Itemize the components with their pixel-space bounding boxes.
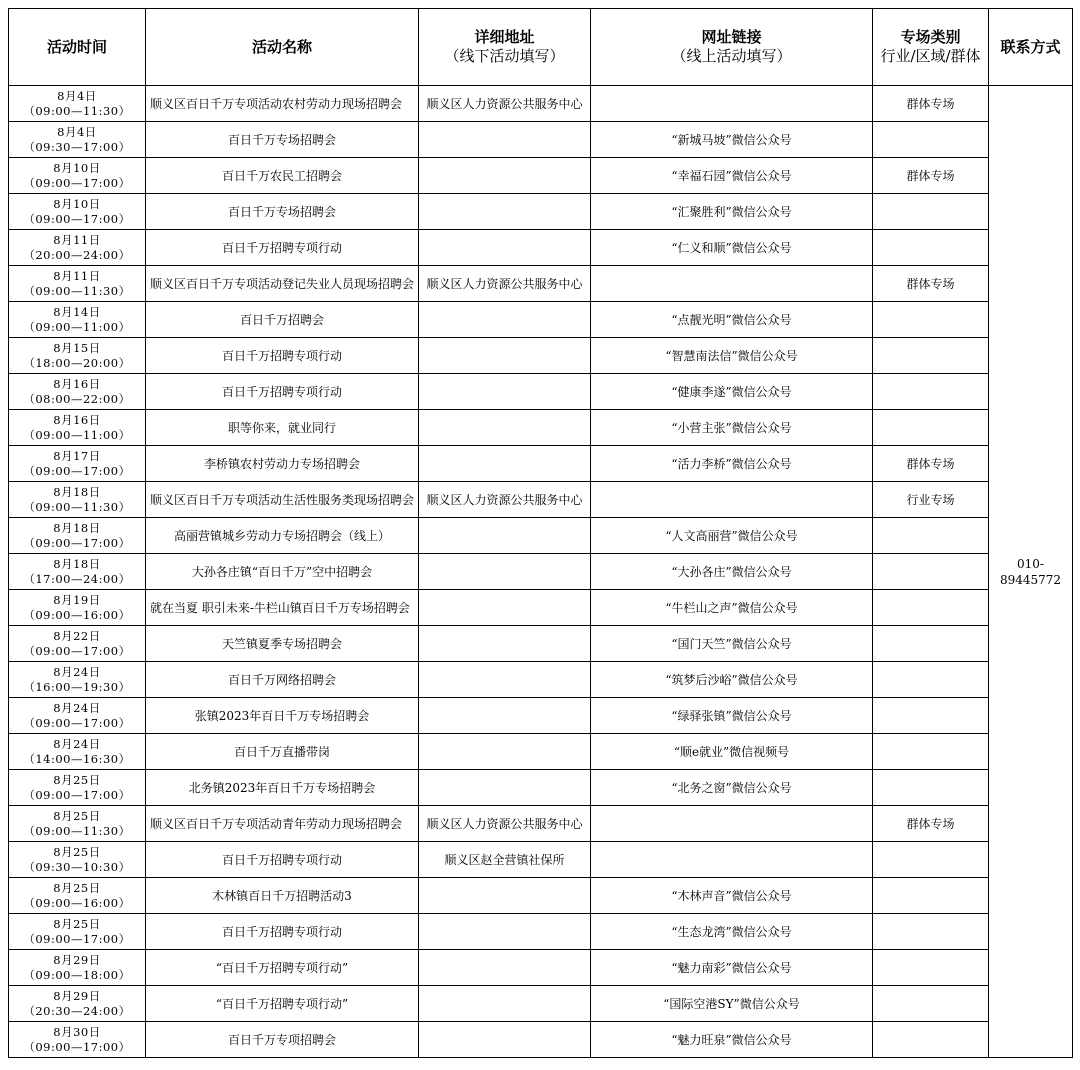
cell-date-text: 8月4日 — [57, 124, 97, 139]
table-row — [9, 914, 1073, 950]
cell-address — [419, 698, 591, 734]
cell-url: “健康李遂”微信公众号 — [591, 374, 873, 410]
cell-time-range: （09:00—16:00） — [23, 895, 131, 910]
cell-activity-name: “百日千万招聘专项行动” — [146, 986, 419, 1022]
header-time: 活动时间 — [9, 9, 146, 86]
table-row — [9, 338, 1073, 374]
cell-address — [419, 554, 591, 590]
cell-activity-name: 百日千万招聘专项行动 — [146, 914, 419, 950]
cell-time-range: （14:00—16:30） — [23, 751, 131, 766]
table-row — [9, 626, 1073, 662]
cell-date-text: 8月29日 — [53, 952, 101, 967]
cell-address — [419, 518, 591, 554]
cell-category — [873, 1022, 989, 1058]
table-row — [9, 194, 1073, 230]
cell-time — [9, 842, 146, 878]
cell-activity-name: 百日千万农民工招聘会 — [146, 158, 419, 194]
cell-category — [873, 194, 989, 230]
cell-url: “智慧南法信”微信公众号 — [591, 338, 873, 374]
table-row — [9, 806, 1073, 842]
cell-date-text: 8月4日 — [57, 88, 97, 103]
cell-address — [419, 626, 591, 662]
cell-category: 群体专场 — [873, 158, 989, 194]
cell-activity-name: 北务镇2023年百日千万专场招聘会 — [146, 770, 419, 806]
cell-date-text: 8月25日 — [53, 808, 101, 823]
cell-address — [419, 374, 591, 410]
cell-time-range: （09:00—17:00） — [23, 463, 131, 478]
cell-url — [591, 842, 873, 878]
cell-time — [9, 950, 146, 986]
table-row — [9, 662, 1073, 698]
cell-date-text: 8月18日 — [53, 520, 101, 535]
cell-date-text: 8月24日 — [53, 700, 101, 715]
table-row — [9, 482, 1073, 518]
cell-address — [419, 122, 591, 158]
cell-time-range: （09:00—17:00） — [23, 535, 131, 550]
header-address: 详细地址 （线下活动填写） — [419, 9, 591, 86]
cell-activity-name: 百日千万专项招聘会 — [146, 1022, 419, 1058]
cell-time — [9, 878, 146, 914]
contact-line-2: 89445772 — [999, 572, 1062, 587]
cell-time-range: （16:00—19:30） — [23, 679, 131, 694]
cell-time-range: （09:00—11:00） — [23, 319, 131, 334]
cell-category — [873, 410, 989, 446]
cell-time-range: （09:30—17:00） — [23, 139, 131, 154]
header-category: 专场类别 行业/区域/群体 — [873, 9, 989, 86]
cell-date-text: 8月24日 — [53, 736, 101, 751]
cell-category — [873, 554, 989, 590]
cell-activity-name: 顺义区百日千万专项活动登记失业人员现场招聘会 — [146, 266, 419, 302]
contact-line-1: 010- — [1017, 556, 1044, 571]
cell-category — [873, 518, 989, 554]
cell-activity-name: 百日千万招聘专项行动 — [146, 230, 419, 266]
table-row — [9, 446, 1073, 482]
cell-time — [9, 590, 146, 626]
cell-time-range: （20:30—24:00） — [23, 1003, 131, 1018]
cell-url — [591, 86, 873, 122]
cell-time-range: （09:00—11:00） — [23, 427, 131, 442]
cell-url: “木林声音”微信公众号 — [591, 878, 873, 914]
cell-activity-name: 大孙各庄镇“百日千万”空中招聘会 — [146, 554, 419, 590]
cell-address — [419, 194, 591, 230]
cell-category — [873, 122, 989, 158]
cell-activity-name: 百日千万招聘专项行动 — [146, 842, 419, 878]
cell-time — [9, 914, 146, 950]
cell-address — [419, 878, 591, 914]
cell-date-text: 8月25日 — [53, 844, 101, 859]
cell-time-range: （09:00—17:00） — [23, 1039, 131, 1054]
table-row — [9, 878, 1073, 914]
table-row — [9, 302, 1073, 338]
table-row — [9, 734, 1073, 770]
table-row — [9, 266, 1073, 302]
cell-url: “牛栏山之声”微信公众号 — [591, 590, 873, 626]
cell-activity-name: 顺义区百日千万专项活动生活性服务类现场招聘会 — [146, 482, 419, 518]
cell-activity-name: 天竺镇夏季专场招聘会 — [146, 626, 419, 662]
table-row — [9, 518, 1073, 554]
cell-time — [9, 986, 146, 1022]
cell-address — [419, 950, 591, 986]
cell-date-text: 8月29日 — [53, 988, 101, 1003]
cell-time-range: （09:00—16:00） — [23, 607, 131, 622]
cell-address — [419, 158, 591, 194]
cell-date-text: 8月18日 — [53, 556, 101, 571]
cell-date-text: 8月19日 — [53, 592, 101, 607]
cell-time-range: （09:30—10:30） — [23, 859, 131, 874]
table-row — [9, 86, 1073, 122]
cell-time — [9, 662, 146, 698]
table-row — [9, 374, 1073, 410]
cell-category — [873, 374, 989, 410]
cell-url: “新城马坡”微信公众号 — [591, 122, 873, 158]
cell-url: “人文高丽营”微信公众号 — [591, 518, 873, 554]
cell-address: 顺义区人力资源公共服务中心 — [419, 266, 591, 302]
cell-time — [9, 518, 146, 554]
table-row — [9, 986, 1073, 1022]
cell-time-range: （09:00—17:00） — [23, 787, 131, 802]
cell-category: 行业专场 — [873, 482, 989, 518]
cell-time — [9, 1022, 146, 1058]
cell-address — [419, 302, 591, 338]
table-row — [9, 770, 1073, 806]
cell-address — [419, 230, 591, 266]
header-row — [9, 9, 1073, 86]
cell-date-text: 8月16日 — [53, 376, 101, 391]
cell-category — [873, 734, 989, 770]
cell-date-text: 8月24日 — [53, 664, 101, 679]
cell-date-text: 8月16日 — [53, 412, 101, 427]
cell-date-text: 8月10日 — [53, 160, 101, 175]
cell-url: “幸福石园”微信公众号 — [591, 158, 873, 194]
cell-date-text: 8月14日 — [53, 304, 101, 319]
cell-category — [873, 842, 989, 878]
cell-activity-name: 木林镇百日千万招聘活动3 — [146, 878, 419, 914]
cell-date-text: 8月30日 — [53, 1024, 101, 1039]
cell-url: “国门天竺”微信公众号 — [591, 626, 873, 662]
cell-url: “魅力南彩”微信公众号 — [591, 950, 873, 986]
cell-time — [9, 338, 146, 374]
cell-url: “北务之窗”微信公众号 — [591, 770, 873, 806]
activity-table — [8, 8, 1073, 1058]
cell-url: “生态龙湾”微信公众号 — [591, 914, 873, 950]
cell-activity-name: 百日千万招聘会 — [146, 302, 419, 338]
cell-time — [9, 122, 146, 158]
cell-time-range: （09:00—11:30） — [23, 499, 131, 514]
cell-time — [9, 194, 146, 230]
cell-time — [9, 770, 146, 806]
table-row — [9, 554, 1073, 590]
cell-activity-name: 李桥镇农村劳动力专场招聘会 — [146, 446, 419, 482]
cell-time — [9, 734, 146, 770]
cell-address: 顺义区赵全营镇社保所 — [419, 842, 591, 878]
table-row — [9, 698, 1073, 734]
cell-activity-name: 百日千万专场招聘会 — [146, 122, 419, 158]
cell-time — [9, 374, 146, 410]
cell-time-range: （09:00—11:30） — [23, 283, 131, 298]
cell-url: “筑梦后沙峪”微信公众号 — [591, 662, 873, 698]
cell-url: “小营主张”微信公众号 — [591, 410, 873, 446]
cell-category — [873, 878, 989, 914]
cell-date-text: 8月18日 — [53, 484, 101, 499]
cell-url: “魅力旺泉”微信公众号 — [591, 1022, 873, 1058]
cell-url: “汇聚胜利”微信公众号 — [591, 194, 873, 230]
cell-url: “顺e就业”微信视频号 — [591, 734, 873, 770]
table-row — [9, 158, 1073, 194]
cell-category — [873, 914, 989, 950]
cell-activity-name: 百日千万招聘专项行动 — [146, 374, 419, 410]
cell-date-text: 8月11日 — [53, 268, 101, 283]
cell-category: 群体专场 — [873, 266, 989, 302]
cell-url: “点靓光明”微信公众号 — [591, 302, 873, 338]
cell-url: “国际空港SY”微信公众号 — [591, 986, 873, 1022]
cell-address: 顺义区人力资源公共服务中心 — [419, 482, 591, 518]
cell-activity-name: 顺义区百日千万专项活动青年劳动力现场招聘会 — [146, 806, 419, 842]
cell-category: 群体专场 — [873, 446, 989, 482]
cell-address — [419, 590, 591, 626]
table-row — [9, 950, 1073, 986]
table-row — [9, 230, 1073, 266]
cell-url: “绿驿张镇”微信公众号 — [591, 698, 873, 734]
cell-time — [9, 482, 146, 518]
cell-date-text: 8月25日 — [53, 880, 101, 895]
cell-activity-name: 职等你来，就业同行 — [146, 410, 419, 446]
cell-address — [419, 662, 591, 698]
cell-category — [873, 302, 989, 338]
cell-address — [419, 986, 591, 1022]
cell-address — [419, 338, 591, 374]
cell-address — [419, 770, 591, 806]
cell-activity-name: 百日千万专场招聘会 — [146, 194, 419, 230]
cell-category — [873, 662, 989, 698]
cell-time-range: （18:00—20:00） — [23, 355, 131, 370]
cell-category — [873, 950, 989, 986]
table-row — [9, 842, 1073, 878]
cell-time — [9, 230, 146, 266]
cell-time-range: （09:00—17:00） — [23, 931, 131, 946]
cell-date-text: 8月10日 — [53, 196, 101, 211]
cell-url: “仁义和顺”微信公众号 — [591, 230, 873, 266]
cell-activity-name: 张镇2023年百日千万专场招聘会 — [146, 698, 419, 734]
cell-activity-name: 百日千万直播带岗 — [146, 734, 419, 770]
table-row — [9, 590, 1073, 626]
cell-address — [419, 734, 591, 770]
cell-time-range: （17:00—24:00） — [23, 571, 131, 586]
cell-time-range: （09:00—11:30） — [23, 103, 131, 118]
cell-date-text: 8月25日 — [53, 916, 101, 931]
cell-url: “大孙各庄”微信公众号 — [591, 554, 873, 590]
cell-date-text: 8月11日 — [53, 232, 101, 247]
table-row — [9, 1022, 1073, 1058]
cell-category — [873, 590, 989, 626]
cell-time — [9, 806, 146, 842]
cell-time-range: （09:00—18:00） — [23, 967, 131, 982]
cell-address — [419, 1022, 591, 1058]
cell-time — [9, 158, 146, 194]
cell-time — [9, 410, 146, 446]
cell-category: 群体专场 — [873, 806, 989, 842]
header-url: 网址链接 （线上活动填写） — [591, 9, 873, 86]
cell-activity-name: 高丽营镇城乡劳动力专场招聘会（线上） — [146, 518, 419, 554]
cell-address — [419, 446, 591, 482]
cell-time — [9, 626, 146, 662]
cell-time-range: （09:00—11:30） — [23, 823, 131, 838]
table-row — [9, 410, 1073, 446]
cell-address: 顺义区人力资源公共服务中心 — [419, 806, 591, 842]
header-name: 活动名称 — [146, 9, 419, 86]
cell-category — [873, 770, 989, 806]
cell-url: “活力李桥”微信公众号 — [591, 446, 873, 482]
table-row — [9, 122, 1073, 158]
cell-address: 顺义区人力资源公共服务中心 — [419, 86, 591, 122]
cell-time — [9, 302, 146, 338]
cell-date-text: 8月15日 — [53, 340, 101, 355]
cell-activity-name: “百日千万招聘专项行动” — [146, 950, 419, 986]
cell-time-range: （20:00—24:00） — [23, 247, 131, 262]
cell-time-range: （09:00—17:00） — [23, 715, 131, 730]
cell-activity-name: 就在当夏 职引未来-牛栏山镇百日千万专场招聘会 — [146, 590, 419, 626]
cell-time — [9, 266, 146, 302]
cell-time — [9, 698, 146, 734]
cell-date-text: 8月25日 — [53, 772, 101, 787]
header-contact: 联系方式 — [989, 9, 1073, 86]
cell-activity-name: 顺义区百日千万专项活动农村劳动力现场招聘会 — [146, 86, 419, 122]
cell-time — [9, 554, 146, 590]
cell-category — [873, 230, 989, 266]
cell-category — [873, 698, 989, 734]
cell-category — [873, 626, 989, 662]
cell-time-range: （09:00—17:00） — [23, 211, 131, 226]
cell-address — [419, 914, 591, 950]
cell-time — [9, 446, 146, 482]
cell-url — [591, 266, 873, 302]
cell-address — [419, 410, 591, 446]
cell-time-range: （09:00—17:00） — [23, 175, 131, 190]
cell-date-text: 8月17日 — [53, 448, 101, 463]
cell-url — [591, 482, 873, 518]
cell-activity-name: 百日千万招聘专项行动 — [146, 338, 419, 374]
cell-url — [591, 806, 873, 842]
cell-activity-name: 百日千万网络招聘会 — [146, 662, 419, 698]
cell-category — [873, 986, 989, 1022]
cell-time-range: （08:00—22:00） — [23, 391, 131, 406]
cell-category — [873, 338, 989, 374]
cell-date-text: 8月22日 — [53, 628, 101, 643]
cell-time — [9, 86, 146, 122]
cell-category: 群体专场 — [873, 86, 989, 122]
cell-time-range: （09:00—17:00） — [23, 643, 131, 658]
cell-contact — [989, 86, 1073, 1058]
